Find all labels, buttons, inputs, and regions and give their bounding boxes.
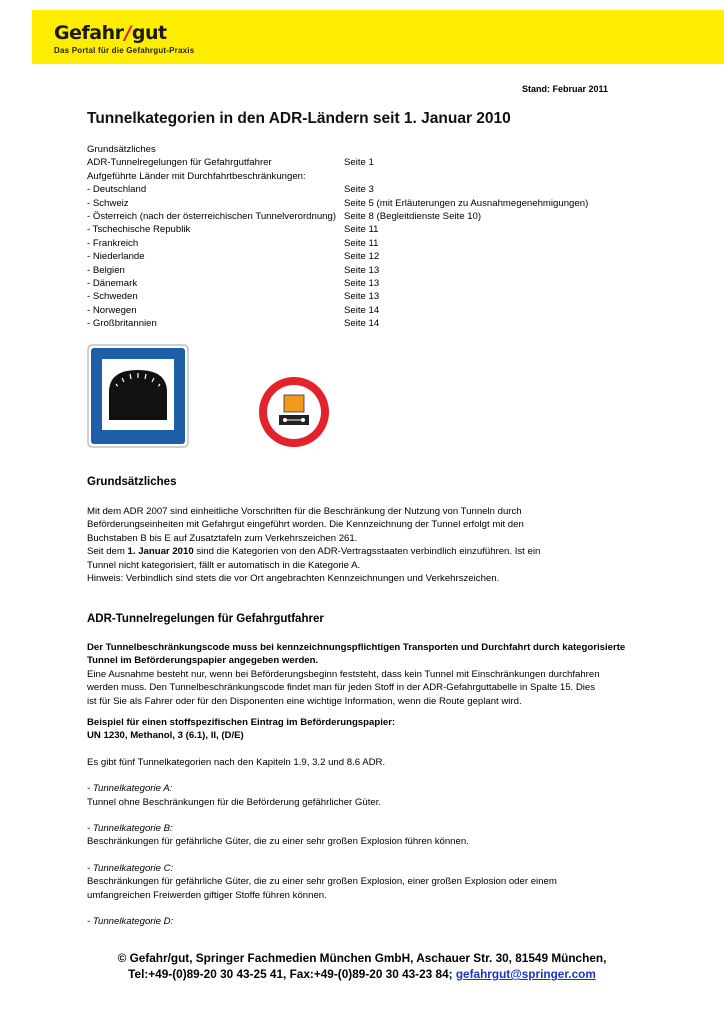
toc-row	[87, 143, 336, 156]
toc-page: Seite 5 (mit Erläuterungen zu Ausnahmegenehmigungen)	[344, 197, 589, 209]
toc-label: - Norwegen	[87, 304, 137, 316]
logo-tagline: Das Portal für die Gefahrgut-Praxis	[54, 46, 195, 55]
toc-label: ADR-Tunnelregelungen für Gefahrgutfahrer	[87, 157, 272, 169]
footer-contact: Tel:+49-(0)89-20 30 43-25 41, Fax:+49-(0)89-20 30 43-23 84; gefahrgut@springer.com	[128, 967, 596, 981]
toc-page: Seite 11	[344, 224, 379, 236]
toc-page: Seite 11	[344, 237, 379, 249]
toc-label: - Belgien	[87, 264, 125, 276]
toc-row	[87, 264, 380, 277]
toc-label: - Schweden	[87, 291, 138, 303]
toc-page: Seite 13	[344, 291, 380, 303]
toc-row	[87, 250, 380, 263]
section-text-grundsaetzliches: Mit dem ADR 2007 sind einheitliche Vorschriften für die Beschränkung der Nutzung von Tunneln durch Beförderungseinheiten mit Gefahrgut eingeführt worden. Die Kennzeichnung der Tunnel erfolgt mit den Buchstaben B bis E auf Zusatztafeln zum Verkehrszeichen 261. Seit dem 1. Januar 2010 sind die Kategorien von den ADR-Vertragsstaaten verbindlich einzuführen. Ist ein Tunnel nicht kategorisiert, fällt er automatisch in die Kategorie A. Hinweis: Verbindlich sind stets die vor Ort angebrachten Kennzeichnungen und Verkehrszeichen.	[87, 506, 541, 585]
toc-row	[87, 156, 374, 169]
toc-row	[87, 170, 336, 183]
toc-row	[87, 237, 379, 250]
toc-page: Seite 1	[344, 157, 374, 169]
toc-label: - Großbritannien	[87, 318, 157, 330]
toc-label: - Deutschland	[87, 184, 147, 196]
section-text-adr: Der Tunnelbeschränkungscode muss bei kennzeichnungspflichtigen Transporten und Durchfahrt durch kategorisierte Tunnel im Beförderungspapier angegeben werden. Eine Ausnahme besteht nur, wenn bei Beförderungsbeginn feststeht, dass kein Tunnel mit Einschränkungen durchfahren werden muss. Den Tunnelbeschränkungscode findet man für jeden Stoff in der ADR-Gefahrguttabelle in Spalte 15. Dies ist für Sie als Fahrer oder für den Disponenten eine wichtige Information, wenn die Route geplant wird. Beispiel für einen stoffspezifischen Eintrag im Beförderungspapier: UN 1230, Methanol, 3 (6.1), II, (D/E) Es gibt fünf Tunnelkategorien nach den Kapiteln 1.9, 3.2 und 8.6 ADR. - Tunnelkategorie A: Tunnel ohne Beschränkungen für die Beförderung gefährlicher Güter. - Tunnelkategorie B: Beschränkungen für gefährliche Güter, die zu einer sehr großen Explosion führen können. - Tunnelkategorie C: Beschränkungen für gefährliche Güter, die zu einer sehr großen Explosion, einer großen Explosion oder einem umfangreichen Freiwerden giftiger Stoffe führen können. - Tunnelkategorie D:	[87, 642, 626, 928]
footer-email-link[interactable]: gefahrgut@springer.com	[455, 967, 596, 981]
toc-label: Aufgeführte Länder mit Durchfahrtbeschränkungen:	[87, 170, 306, 182]
toc-row	[87, 304, 380, 317]
toc-page: Seite 8 (Begleitdienste Seite 10)	[344, 210, 482, 222]
tunnel-sign-icon	[87, 344, 189, 448]
toc-label: - Schweiz	[87, 197, 129, 209]
toc-page: Seite 13	[344, 277, 380, 289]
stand-date: Stand: Februar 2011	[521, 84, 608, 94]
toc-row	[87, 223, 379, 236]
table-of-contents	[87, 143, 589, 330]
toc-row	[87, 197, 589, 210]
toc-page: Seite 14	[344, 304, 380, 316]
toc-row	[87, 210, 482, 223]
gefahrgut-logo: Gefahr/gut	[54, 22, 167, 44]
toc-page: Seite 14	[344, 318, 380, 330]
toc-page: Seite 12	[344, 251, 380, 263]
toc-label: - Frankreich	[87, 237, 139, 249]
page-title: Tunnelkategorien in den ADR-Ländern seit 1. Januar 2010	[87, 110, 511, 127]
toc-page: Seite 3	[344, 184, 374, 196]
dangerous-goods-prohibited-icon	[257, 375, 331, 449]
toc-label: Grundsätzliches	[87, 144, 156, 155]
toc-label: - Niederlande	[87, 251, 145, 263]
section-heading-adr: ADR-Tunnelregelungen für Gefahrgutfahrer	[87, 613, 324, 625]
footer-address: © Gefahr/gut, Springer Fachmedien München GmbH, Aschauer Str. 30, 81549 München,	[117, 951, 607, 965]
toc-row	[87, 277, 380, 290]
toc-label: - Dänemark	[87, 277, 138, 289]
toc-row	[87, 290, 380, 303]
section-heading-grundsaetzliches: Grundsätzliches	[87, 476, 177, 488]
toc-row	[87, 183, 374, 196]
toc-page: Seite 13	[344, 264, 380, 276]
toc-label: - Österreich (nach der österreichischen Tunnelverordnung)	[87, 210, 337, 222]
toc-label: - Tschechische Republik	[87, 224, 191, 236]
toc-row	[87, 317, 380, 330]
